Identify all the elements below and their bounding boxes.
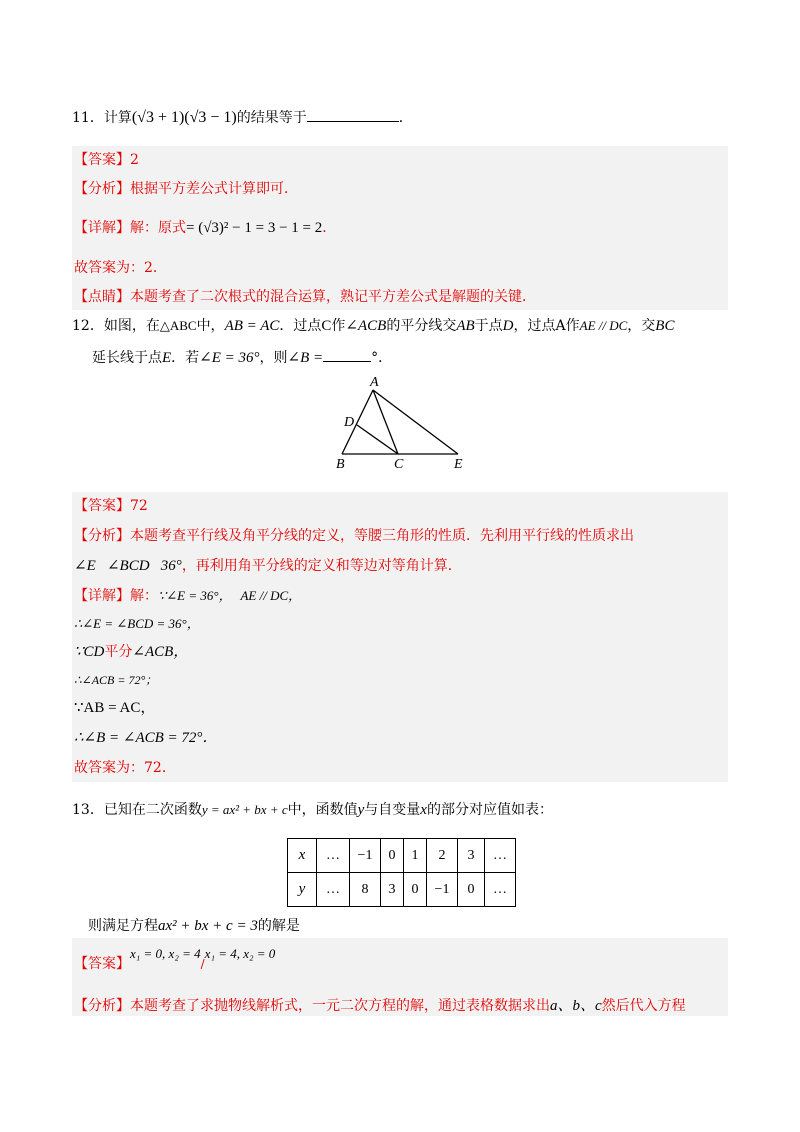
- label-a: A: [370, 375, 379, 390]
- step-line: [74, 642, 188, 662]
- question-text: 延长线于点: [92, 350, 162, 366]
- math-expression: △ABC: [159, 318, 197, 333]
- step-line: [74, 670, 157, 690]
- question-text: 已知在二次函数: [103, 802, 202, 818]
- question-text: ，交: [627, 318, 656, 334]
- analysis-line: [74, 179, 298, 199]
- step-line: [74, 614, 200, 634]
- math-expression: AE // DC，: [240, 588, 302, 603]
- math-expression: ∵CD: [74, 644, 105, 660]
- answer-box-11: [72, 146, 728, 310]
- math-expression: ∠E = 36°: [199, 350, 260, 366]
- detail-tag: 【详解】: [74, 588, 130, 604]
- detail-tag: 【详解】: [74, 220, 130, 236]
- detail-line: [74, 218, 336, 238]
- note-line: [74, 287, 536, 307]
- table-cell: 3: [458, 839, 485, 873]
- question-text: ．过点: [279, 318, 322, 334]
- step-line: [74, 728, 217, 748]
- detail-text: 解：: [130, 588, 158, 604]
- analysis-text: 本题考查了求抛物线解析式，一元二次方程的解，通过表格数据求出: [130, 998, 550, 1014]
- math-expression: BC: [655, 318, 675, 334]
- analysis-tag: 【分析】: [74, 528, 130, 544]
- math-expression: ∠B =: [287, 350, 324, 366]
- table-cell: x: [288, 839, 317, 873]
- detail-text: 平分: [104, 644, 133, 660]
- math-expression: ax² + bx + c = 3: [158, 918, 258, 934]
- detail-line: [74, 586, 301, 606]
- table-cell: …: [485, 839, 516, 873]
- analysis-line: [74, 996, 686, 1016]
- note-tag: 【点睛】: [74, 289, 130, 305]
- answer-line: [74, 150, 139, 170]
- math-expression: = (√3)² − 1 = 3 − 1 = 2: [186, 220, 323, 236]
- analysis-line: [74, 526, 634, 546]
- question-text: 的平分线交: [386, 318, 457, 334]
- math-expression: ∵∠E = 36°，: [158, 588, 232, 603]
- note-text: 本题考查了二次根式的混合运算，熟记平方差公式是解题的关键．: [130, 289, 536, 305]
- analysis-line-2: [74, 556, 462, 576]
- question-text: 的部分对应值如表：: [426, 802, 553, 818]
- table-cell: y: [288, 873, 317, 907]
- math-expression: (√3 + 1)(√3 − 1): [131, 109, 237, 126]
- math-expression: ∴∠E = ∠BCD = 36°，: [74, 616, 200, 631]
- analysis-text: 根据平方差公式计算即可．: [130, 181, 298, 197]
- math-expression: y = ax² + bx + c: [201, 802, 288, 817]
- question-text: ．: [398, 110, 413, 126]
- math-expression: ∠E ∠BCD 36°: [74, 558, 182, 574]
- table-cell: −1: [427, 873, 458, 907]
- answer-tag: 【答案】: [74, 956, 130, 972]
- math-expression: x₁ = 4, x₂ = 0: [204, 946, 276, 961]
- detail-text: ．: [322, 220, 337, 236]
- answer-value: 2: [130, 152, 139, 168]
- math-expression: x: [420, 802, 427, 818]
- table-cell: 1: [404, 839, 427, 873]
- math-expression: ∠ACB，: [132, 644, 189, 660]
- question-text: 如图，在: [103, 318, 160, 334]
- question-text: 与自变量: [364, 802, 421, 818]
- question-text: 作: [565, 318, 580, 334]
- math-expression: ∴∠ACB = 72°；: [74, 673, 158, 687]
- table-cell: …: [317, 873, 350, 907]
- analysis-text: 然后代入方程: [601, 998, 686, 1014]
- question-text: ．若: [171, 350, 200, 366]
- math-expression: ∴∠B = ∠ACB = 72°．: [74, 730, 218, 746]
- triangle-figure: [330, 372, 480, 472]
- math-expression: x₁ = 0, x₂ = 4: [130, 946, 201, 961]
- answer-value: 72: [130, 498, 148, 514]
- question-12-line-1: [72, 316, 674, 336]
- table-cell: …: [317, 839, 350, 873]
- label-b: B: [336, 457, 345, 472]
- table-cell: 0: [381, 839, 404, 873]
- math-expression: AB: [456, 318, 475, 334]
- question-number: 12．: [72, 318, 104, 334]
- question-text: 的解是: [257, 918, 300, 934]
- separator: /: [200, 957, 205, 971]
- question-text: 计算: [103, 110, 132, 126]
- conclusion-line: 故答案为：72．: [74, 760, 176, 776]
- label-d: D: [344, 415, 355, 430]
- table-cell: 0: [458, 873, 485, 907]
- math-expression: D: [502, 318, 514, 334]
- answer-tag: 【答案】: [74, 498, 130, 514]
- question-11: [72, 108, 413, 128]
- question-text: ，则: [259, 350, 288, 366]
- table-cell: 0: [404, 873, 427, 907]
- answer-line: [74, 496, 148, 516]
- table-cell: 8: [350, 873, 381, 907]
- math-expression: AE // DC: [579, 318, 628, 333]
- detail-text: 解：原式: [130, 220, 186, 236]
- math-expression: E: [162, 350, 172, 366]
- answer-tag: 【答案】: [74, 152, 130, 168]
- math-expression: A: [555, 318, 566, 334]
- question-text: °．: [371, 350, 393, 366]
- math-expression: a、b、c: [550, 998, 602, 1014]
- question-number: 13．: [72, 802, 104, 818]
- question-text: 于点: [474, 318, 503, 334]
- question-text: ，过点: [513, 318, 556, 334]
- analysis-text: 本题考查平行线及角平分线的定义，等腰三角形的性质．先利用平行线的性质求出: [130, 528, 634, 544]
- answer-blank: [307, 121, 399, 122]
- label-c: C: [394, 457, 404, 472]
- question-13-line-2: [88, 916, 300, 936]
- conclusion-line: 故答案为：2．: [74, 260, 167, 276]
- table-cell: −1: [350, 839, 381, 873]
- question-text: 的结果等于: [236, 110, 307, 126]
- analysis-tag: 【分析】: [74, 181, 130, 197]
- question-text: 则满足方程: [88, 918, 158, 934]
- question-number: 11．: [72, 110, 104, 126]
- answer-line: [74, 946, 276, 974]
- analysis-tag: 【分析】: [74, 998, 130, 1014]
- table-row-x: [288, 839, 516, 873]
- analysis-text: ，再利用角平分线的定义和等边对等角计算．: [181, 558, 462, 574]
- math-expression: AB = AC: [224, 318, 280, 334]
- math-expression: y: [357, 802, 365, 818]
- answer-blank: [323, 361, 371, 362]
- step-line: [74, 698, 155, 718]
- table-cell: 2: [427, 839, 458, 873]
- label-e: E: [454, 457, 463, 472]
- math-expression: ∠ACB: [345, 318, 387, 334]
- answer-box-12: [72, 492, 728, 782]
- math-expression: C: [321, 318, 332, 334]
- question-13-line-1: [72, 800, 553, 820]
- question-12-line-2: [92, 348, 392, 368]
- table-cell: …: [485, 873, 516, 907]
- value-table: [287, 838, 516, 907]
- question-text: 中，: [196, 318, 225, 334]
- answer-box-13: [72, 938, 728, 1016]
- table-cell: 3: [381, 873, 404, 907]
- table-row-y: [288, 873, 516, 907]
- math-expression: ∵AB = AC，: [74, 700, 156, 716]
- question-text: 作: [331, 318, 346, 334]
- question-text: 中，函数值: [287, 802, 358, 818]
